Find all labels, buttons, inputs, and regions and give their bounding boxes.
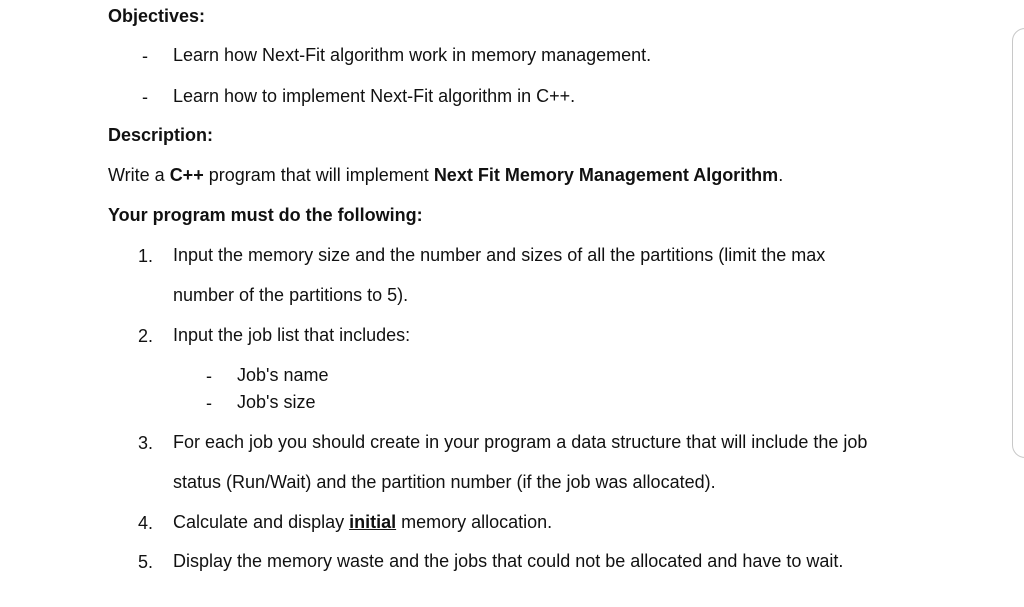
objective-item-1: Learn how Next-Fit algorithm work in memory management. xyxy=(173,45,652,65)
item-number-5: 5. xyxy=(138,552,154,572)
bullet-dash: - xyxy=(142,46,148,66)
description-prefix: Write a xyxy=(108,165,170,185)
description-cpp: C++ xyxy=(169,165,204,185)
requirement-2-sub-2: Job's size xyxy=(237,392,316,412)
bullet-dash: - xyxy=(206,393,212,413)
item-number-3: 3. xyxy=(138,433,154,453)
bullet-dash: - xyxy=(206,366,212,386)
description-middle: program that will implement xyxy=(203,165,434,185)
objectives-heading: Objectives: xyxy=(108,6,206,26)
requirement-1-line-1: Input the memory size and the number and sizes of all the partitions (limit the max xyxy=(173,245,826,265)
item-number-1: 1. xyxy=(138,246,154,266)
requirement-2-sub-1: Job's name xyxy=(237,365,329,385)
requirement-5: Display the memory waste and the jobs that could not be allocated and have to wait. xyxy=(173,551,844,571)
description-algorithm: Next Fit Memory Management Algorithm xyxy=(433,165,779,185)
bullet-dash: - xyxy=(142,87,148,107)
requirement-4-prefix: Calculate and display xyxy=(173,512,350,532)
description-heading: Description: xyxy=(108,125,214,145)
description-suffix: . xyxy=(778,165,784,185)
page-edge-frame xyxy=(1012,28,1024,458)
item-number-2: 2. xyxy=(138,326,154,346)
requirement-4-underlined: initial xyxy=(349,512,397,532)
requirement-3-line-2: status (Run/Wait) and the partition number (if the job was allocated). xyxy=(173,472,716,492)
description-text xyxy=(108,164,783,186)
item-number-4: 4. xyxy=(138,513,154,533)
requirement-4 xyxy=(173,511,552,533)
objective-item-2: Learn how to implement Next-Fit algorithm in C++. xyxy=(173,86,576,106)
requirement-3-line-1: For each job you should create in your program a data structure that will include the job xyxy=(173,432,868,452)
requirements-heading: Your program must do the following: xyxy=(108,205,423,225)
requirement-2: Input the job list that includes: xyxy=(173,325,411,345)
requirement-1-line-2: number of the partitions to 5). xyxy=(173,285,409,305)
requirement-4-suffix: memory allocation. xyxy=(396,512,553,532)
